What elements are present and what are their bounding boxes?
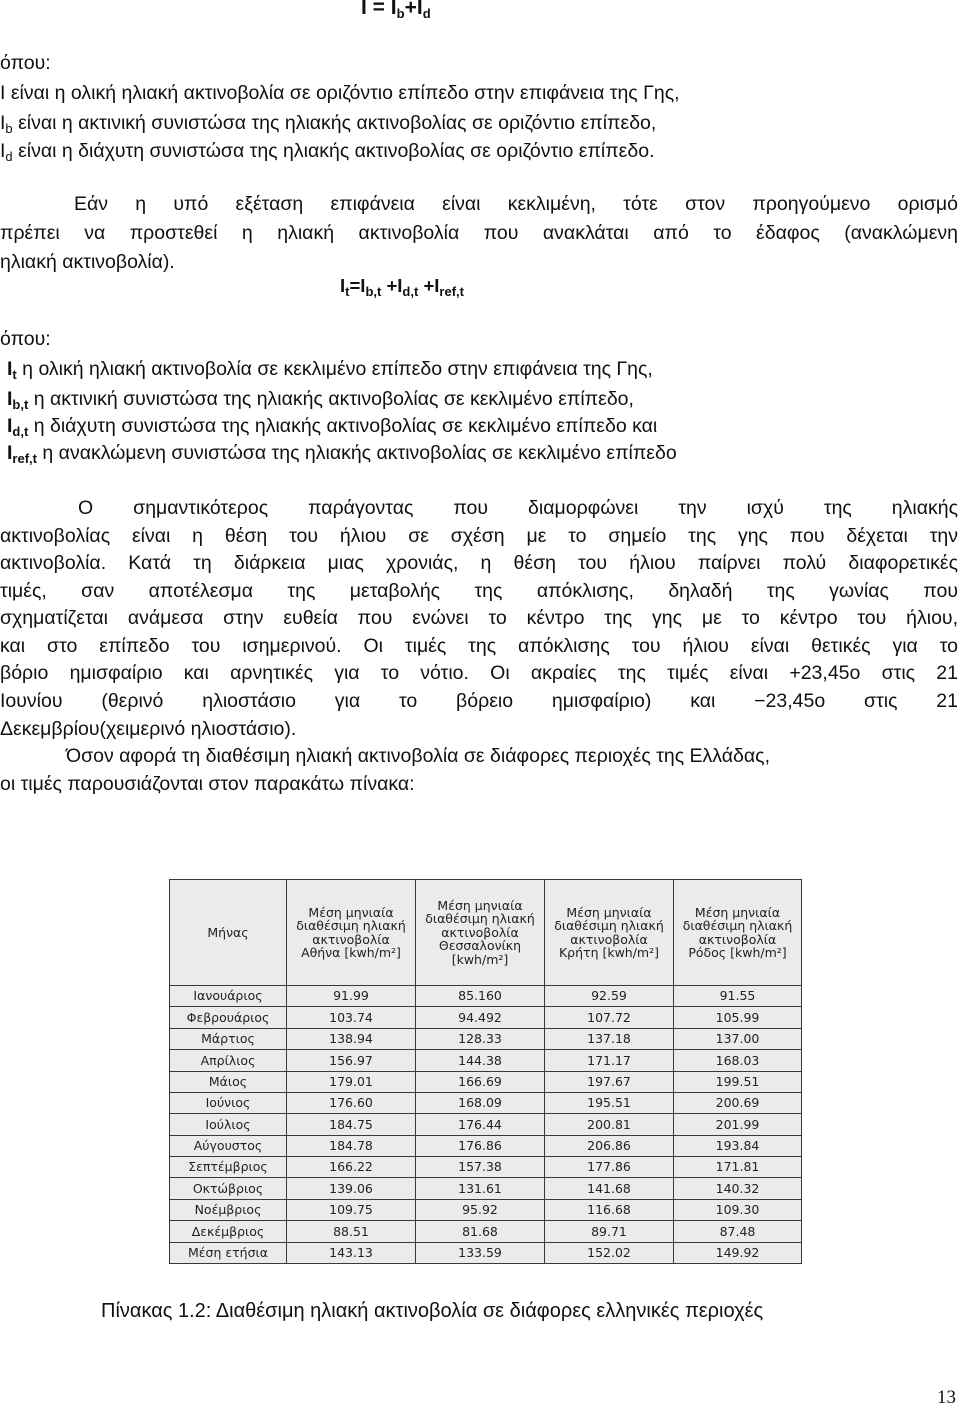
definition-line [7,442,677,465]
header-thessaloniki: Μέση μηνιαία διαθέσιμη ηλιακή ακτινοβολία Θεσσαλονίκη [kwh/m²] [416,880,545,986]
value-cell: 166.69 [416,1071,545,1092]
header-rhodes: Μέση μηνιαία διαθέσιμη ηλιακή ακτινοβολία Ρόδος [kwh/m²] [674,880,802,986]
value-cell: 88.51 [287,1221,416,1242]
value-cell: 177.86 [545,1157,674,1178]
paragraph-line: Δεκεμβρίου(χειμερινό ηλιοστάσιο). [0,718,297,740]
value-cell: 168.03 [674,1050,802,1071]
table-row [170,1050,802,1071]
value-cell: 206.86 [545,1135,674,1156]
value-cell: 91.55 [674,986,802,1007]
formula-subscript: b [396,6,405,21]
header-crete: Μέση μηνιαία διαθέσιμη ηλιακή ακτινοβολία Κρήτη [kwh/m²] [545,880,674,986]
value-cell: 94.492 [416,1007,545,1028]
formula-part: +I [418,275,440,296]
value-cell: 176.60 [287,1092,416,1113]
symbol-subscript: b [5,121,13,136]
data-table [169,879,802,1264]
paragraph-line: Ιουνίου (θερινό ηλιοστάσιο για το βόρειο ημισφαίριο) και −23,45ο στις 21 [0,690,958,712]
value-cell: 139.06 [287,1178,416,1199]
value-cell: 116.68 [545,1199,674,1220]
value-cell: 144.38 [416,1050,545,1071]
value-cell: 131.61 [416,1178,545,1199]
paragraph-line: σχηματίζεται ανάμεσα στην ευθεία που ενώνει το κέντρο της γης με το κέντρο του ήλιου, [0,607,958,629]
value-cell: 171.17 [545,1050,674,1071]
table-row [170,1221,802,1242]
value-cell: 109.30 [674,1199,802,1220]
value-cell: 201.99 [674,1114,802,1135]
table-row [170,1135,802,1156]
definition-text: είναι η ακτινική συνιστώσα της ηλιακής ακτινοβολίας σε οριζόντιο επίπεδο, [12,112,657,134]
month-cell: Αύγουστος [170,1135,287,1156]
where-label: όπου: [0,52,51,74]
formula-equals: = [366,0,391,19]
symbol-subscript: d [5,149,13,164]
table-row [170,1114,802,1135]
value-cell: 141.68 [545,1178,674,1199]
symbol: I [7,415,13,437]
value-cell: 166.22 [287,1157,416,1178]
definition-line [7,388,634,411]
table-row [170,1092,802,1113]
month-cell: Σεπτέμβριος [170,1157,287,1178]
definition-line [0,112,656,135]
month-cell: Απρίλιος [170,1050,287,1071]
formula-total-irradiance [361,0,431,20]
value-cell: 179.01 [287,1071,416,1092]
definition-line [7,358,653,381]
value-cell: 156.97 [287,1050,416,1071]
table-row [170,1157,802,1178]
paragraph-line: τιμές, σαν αποτέλεσμα της μεταβολής της απόκλισης, δηλαδή της γωνίας που [0,580,958,602]
formula-subscript: t [345,284,350,299]
value-cell: 85.160 [416,986,545,1007]
month-cell: Μάιος [170,1071,287,1092]
value-cell: 133.59 [416,1242,545,1264]
month-cell: Ιανουάριος [170,986,287,1007]
formula-symbol: I [390,0,397,19]
value-cell: 184.75 [287,1114,416,1135]
header-athens: Μέση μηνιαία διαθέσιμη ηλιακή ακτινοβολία Αθήνα [kwh/m²] [287,880,416,986]
table-row [170,1028,802,1049]
value-cell: 103.74 [287,1007,416,1028]
formula-tilted-irradiance [340,275,464,297]
month-cell: Νοέμβριος [170,1199,287,1220]
symbol-subscript: t [12,367,17,382]
month-cell: Φεβρουάριος [170,1007,287,1028]
paragraph-line: Όσον αφορά τη διαθέσιμη ηλιακή ακτινοβολία σε διάφορες περιοχές της Ελλάδας, [66,745,770,767]
paragraph-line: πρέπει να προστεθεί η ηλιακή ακτινοβολία που ανακλάται από το έδαφος (ανακλώμενη [0,222,958,244]
month-cell: Μέση ετήσια [170,1242,287,1264]
value-cell: 137.00 [674,1028,802,1049]
value-cell: 195.51 [545,1092,674,1113]
paragraph-line: οι τιμές παρουσιάζονται στον παρακάτω πίνακα: [0,773,415,795]
value-cell: 137.18 [545,1028,674,1049]
table-header-row [170,880,802,986]
value-cell: 152.02 [545,1242,674,1264]
formula-subscript: ref,t [439,284,464,299]
table-row [170,1242,802,1264]
symbol: I [7,388,13,410]
table-row [170,1071,802,1092]
table-caption: Πίνακας 1.2: Διαθέσιμη ηλιακή ακτινοβολία σε διάφορες ελληνικές περιοχές [101,1300,764,1322]
formula-subscript: d [422,6,431,21]
value-cell: 109.75 [287,1199,416,1220]
solar-radiation-table [169,879,801,1264]
value-cell: 128.33 [416,1028,545,1049]
paragraph-line: ακτινοβολία. Κατά τη διάρκεια μιας χρονιάς, η θέση του ήλιου παίρνει πολύ διαφορετικές [0,552,958,574]
value-cell: 157.38 [416,1157,545,1178]
symbol-subscript: b,t [12,397,29,412]
formula-subscript: d,t [402,284,419,299]
symbol-subscript: d,t [12,424,29,439]
month-cell: Ιούνιος [170,1092,287,1113]
table-row [170,1178,802,1199]
paragraph-line: ηλιακή ακτινοβολία). [0,251,175,273]
definition-line [7,415,657,438]
value-cell: 140.32 [674,1178,802,1199]
header-month: Μήνας [170,880,287,986]
value-cell: 200.69 [674,1092,802,1113]
definition-line: I είναι η ολική ηλιακή ακτινοβολία σε οριζόντιο επίπεδο στην επιφάνεια της Γης, [0,82,680,104]
definition-line [0,140,655,163]
value-cell: 149.92 [674,1242,802,1264]
value-cell: 193.84 [674,1135,802,1156]
formula-subscript: b,t [365,284,382,299]
paragraph-line: βόριο ημισφαίριο και αρνητικές για το νότιο. Οι ακραίες της τιμές είναι +23,45ο στις 21 [0,662,958,684]
definition-text: η ολική ηλιακή ακτινοβολία σε κεκλιμένο επίπεδο στην επιφάνεια της Γης, [16,358,653,380]
table-row [170,1007,802,1028]
definition-text: η ανακλώμενη συνιστώσα της ηλιακής ακτινοβολίας σε κεκλιμένο επίπεδο [36,442,677,464]
value-cell: 197.67 [545,1071,674,1092]
value-cell: 105.99 [674,1007,802,1028]
value-cell: 81.68 [416,1221,545,1242]
value-cell: 184.78 [287,1135,416,1156]
formula-symbol: I [340,275,346,296]
value-cell: 138.94 [287,1028,416,1049]
value-cell: 87.48 [674,1221,802,1242]
definition-text: η διάχυτη συνιστώσα της ηλιακής ακτινοβολίας σε κεκλιμένο επίπεδο και [28,415,658,437]
symbol: I [7,442,13,464]
definition-text: είναι η διάχυτη συνιστώσα της ηλιακής ακτινοβολίας σε οριζόντιο επίπεδο. [12,140,655,162]
symbol: I [7,358,13,380]
table-row [170,986,802,1007]
symbol-subscript: ref,t [12,451,37,466]
month-cell: Οκτώβριος [170,1178,287,1199]
value-cell: 176.86 [416,1135,545,1156]
formula-symbol: I [361,0,367,19]
symbol: I [0,140,6,162]
page-number: 13 [937,1387,956,1408]
paragraph-line: Ο σημαντικότερος παράγοντας που διαμορφώνει την ισχύ της ηλιακής [78,497,958,519]
table-row [170,1199,802,1220]
value-cell: 89.71 [545,1221,674,1242]
value-cell: 168.09 [416,1092,545,1113]
paragraph-line: και στο επίπεδο του ισημερινού. Οι τιμές της απόκλισης του ήλιου είναι θετικές για το [0,635,958,657]
value-cell: 92.59 [545,986,674,1007]
month-cell: Μάρτιος [170,1028,287,1049]
paragraph-line: ακτινοβολίας είναι η θέση του ήλιου σε σχέση με το σημείο της γης που δέχεται την [0,525,958,547]
definition-text: η ακτινική συνιστώσα της ηλιακής ακτινοβολίας σε κεκλιμένο επίπεδο, [28,388,634,410]
symbol: I [0,112,6,134]
month-cell: Ιούλιος [170,1114,287,1135]
month-cell: Δεκέμβριος [170,1221,287,1242]
value-cell: 95.92 [416,1199,545,1220]
formula-part: +I [381,275,403,296]
formula-symbol: I [416,0,423,19]
formula-part: =I [349,275,366,296]
value-cell: 171.81 [674,1157,802,1178]
value-cell: 176.44 [416,1114,545,1135]
where-label: όπου: [0,328,51,350]
value-cell: 199.51 [674,1071,802,1092]
value-cell: 91.99 [287,986,416,1007]
formula-plus: + [404,0,417,19]
value-cell: 107.72 [545,1007,674,1028]
value-cell: 143.13 [287,1242,416,1264]
value-cell: 200.81 [545,1114,674,1135]
paragraph-line: Εάν η υπό εξέταση επιφάνεια είναι κεκλιμένη, τότε στον προηγούμενο ορισμό [74,193,958,215]
